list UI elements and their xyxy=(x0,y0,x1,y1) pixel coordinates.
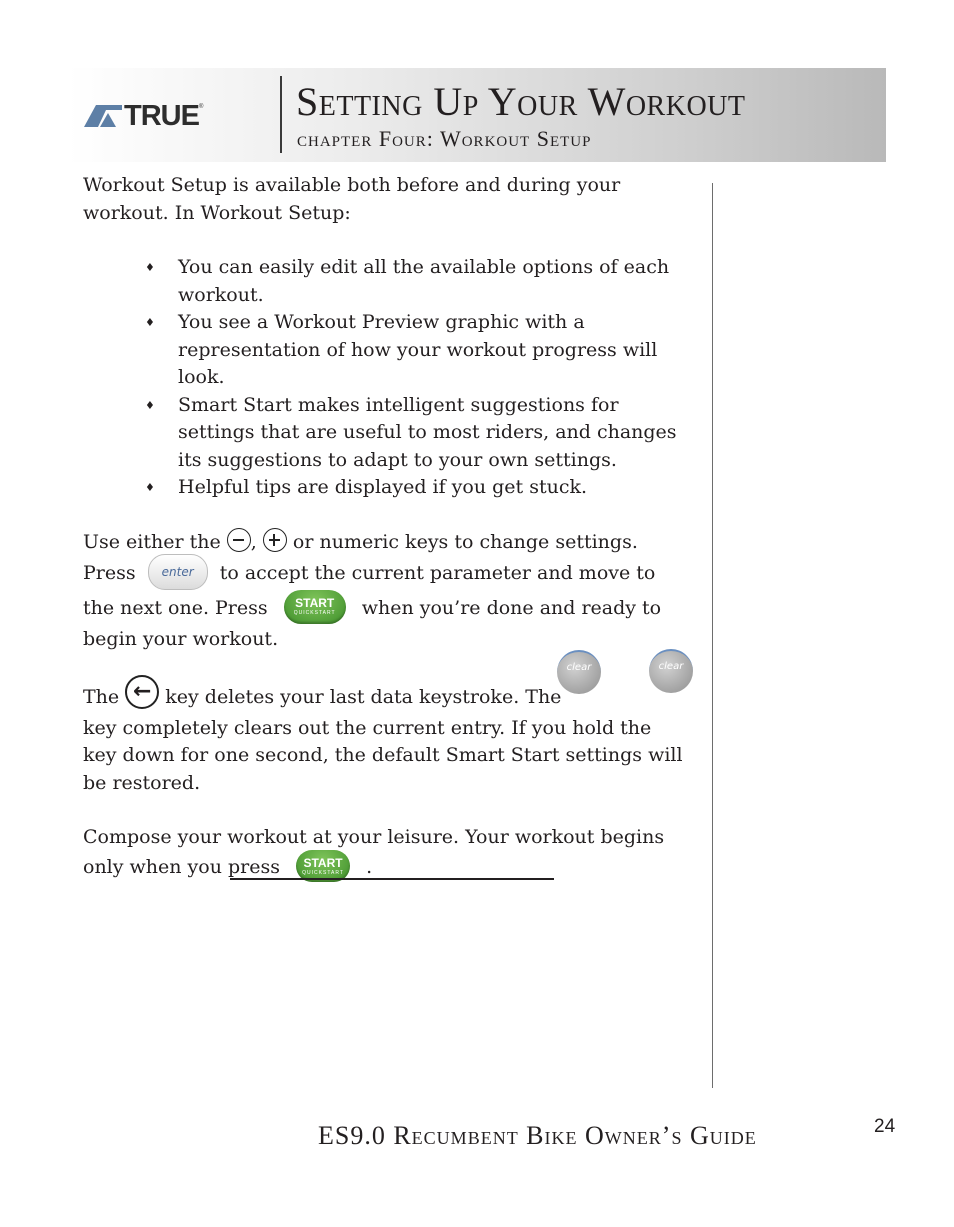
diamond-bullet-icon: ♦ xyxy=(145,398,155,412)
keys-paragraph: Use either the , or numeric keys to change settings. Press enter to accept the current parameter and move to the next one. Press START QUICKSTART when you’re done and ready to begin your workout. xyxy=(83,529,688,654)
logo-trademark: ® xyxy=(198,104,204,110)
main-content xyxy=(83,172,688,884)
clear-key-icon: clear xyxy=(649,649,693,693)
header-divider xyxy=(280,76,282,153)
section-divider xyxy=(230,878,554,880)
clear-key-icon: clear xyxy=(557,650,601,694)
feature-list xyxy=(83,254,688,502)
list-item: ♦ You see a Workout Preview graphic with a representation of how your workout progress will look. xyxy=(145,311,658,388)
page-number: 24 xyxy=(874,1116,896,1137)
true-logo xyxy=(84,100,252,132)
enter-key-icon: enter xyxy=(148,554,208,590)
chapter-subtitle: chapter Four: Workout Setup xyxy=(297,126,592,151)
diamond-bullet-icon: ♦ xyxy=(145,261,155,274)
intro-paragraph: Workout Setup is available both before and during your workout. In Workout Setup: xyxy=(83,174,621,224)
logo-wordmark: TRUE xyxy=(124,100,199,132)
plus-key-icon xyxy=(263,528,287,552)
margin-rule xyxy=(712,183,713,1088)
compose-paragraph: Compose your workout at your leisure. Your workout begins only when you press START QUICKSTART . xyxy=(83,824,688,884)
list-item: ♦ Smart Start makes intelligent suggestions for settings that are useful to most riders, and changes its suggestions to adapt to your own settings. xyxy=(145,393,677,471)
start-key-icon: START QUICKSTART xyxy=(296,850,350,882)
true-logo-mark-icon xyxy=(84,105,122,127)
diamond-bullet-icon: ♦ xyxy=(145,316,155,329)
chapter-header xyxy=(68,68,886,162)
minus-key-icon xyxy=(227,528,251,552)
clear-paragraph: The ← key deletes your last data keystroke. The key completely clears out the current entry. If you hold the key down for one second, the default Smart Start settings will be restored. clear clear xyxy=(83,681,688,798)
list-item: ♦ Helpful tips are displayed if you get stuck. xyxy=(83,474,688,502)
guide-title-footer: ES9.0 Recumbent Bike Owner’s Guide xyxy=(318,1121,757,1150)
list-item: ♦ You can easily edit all the available options of each workout. xyxy=(145,256,670,306)
start-key-icon: START QUICKSTART xyxy=(284,590,346,624)
page-title: Setting Up Your Workout xyxy=(296,79,746,124)
back-arrow-key-icon: ← xyxy=(125,675,159,709)
diamond-bullet-icon: ♦ xyxy=(145,481,155,494)
